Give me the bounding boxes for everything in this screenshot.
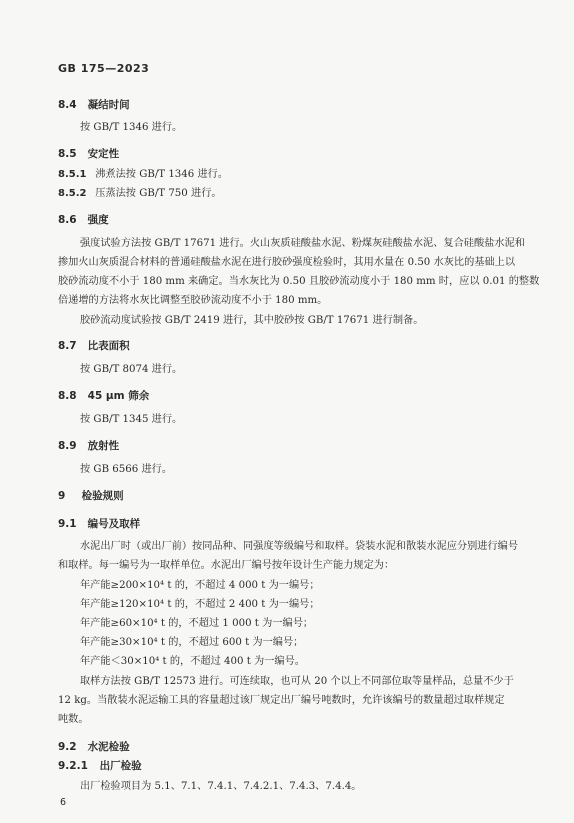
capacity-item: 年产能≥120×10⁴ t 的，不超过 2 400 t 为一编号； <box>80 599 320 610</box>
capacity-item: 年产能≥30×10⁴ t 的，不超过 600 t 为一编号； <box>80 637 304 648</box>
page-number: 6 <box>60 797 67 808</box>
standard-number: GB 175—2023 <box>58 62 150 75</box>
section-number: 9.2 <box>58 741 77 753</box>
paragraph-8-6-line: 倍递增的方法将水灰比调整至胶砂流动度不小于 180 mm。 <box>58 295 328 306</box>
paragraph-9-2-1: 出厂检验项目为 5.1、7.1、7.4.1、7.4.2.1、7.4.3、7.4.4。 <box>80 781 362 792</box>
section-title: 强度 <box>87 214 109 226</box>
heading-8-4 <box>58 97 130 112</box>
heading-9 <box>58 488 124 503</box>
heading-9-1 <box>58 516 140 531</box>
section-title: 放射性 <box>87 440 120 452</box>
section-title: 凝结时间 <box>87 99 130 111</box>
heading-8-5 <box>58 146 119 161</box>
paragraph-9-1-line: 和取样。每一编号为一取样单位。水泥出厂编号按年设计生产能力规定为： <box>58 560 395 571</box>
paragraph-8-8: 按 GB/T 1345 进行。 <box>80 414 183 425</box>
section-number: 8.9 <box>58 440 77 452</box>
heading-8-8 <box>58 388 149 403</box>
paragraph-8-4: 按 GB/T 1346 进行。 <box>80 122 183 133</box>
clause-8-5-1 <box>58 165 228 184</box>
section-number: 8.5 <box>58 148 77 160</box>
sampling-line: 吨数。 <box>58 714 89 725</box>
heading-8-7 <box>58 338 130 353</box>
capacity-item: 年产能≥60×10⁴ t 的，不超过 1 000 t 为一编号； <box>80 618 314 629</box>
heading-8-6 <box>58 212 109 227</box>
section-number: 9.2.1 <box>58 760 88 772</box>
paragraph-8-6-flow: 胶砂流动度试验按 GB/T 2419 进行，其中胶砂按 GB/T 17671 进行制备。 <box>80 315 424 326</box>
paragraph-8-6-line: 胶砂流动度不小于 180 mm 来确定。当水灰比为 0.50 且胶砂流动度小于 180 mm 时，应以 0.01 的整数 <box>58 276 540 287</box>
section-number: 9 <box>58 490 66 502</box>
capacity-item: 年产能≥200×10⁴ t 的，不超过 4 000 t 为一编号； <box>80 580 320 591</box>
section-title: 检验规则 <box>81 490 124 502</box>
heading-9-2 <box>58 739 130 754</box>
clause-8-5-2 <box>58 184 222 203</box>
sampling-line: 12 kg。当散装水泥运输工具的容量超过该厂规定出厂编号吨数时，允许该编号的数量超过取样规定 <box>58 695 505 706</box>
paragraph-8-6-line: 掺加火山灰质混合材料的普通硅酸盐水泥在进行胶砂强度检验时，其用水量在 0.50 水灰比的基础上以 <box>58 257 516 268</box>
section-number: 8.4 <box>58 99 77 111</box>
heading-8-9 <box>58 438 119 453</box>
section-number: 8.6 <box>58 214 77 226</box>
heading-9-2-1 <box>58 758 142 773</box>
section-number: 8.7 <box>58 340 77 352</box>
paragraph-9-1-line: 水泥出厂时（或出厂前）按同品种、同强度等级编号和取样。袋装水泥和散装水泥应分别进行编号 <box>80 541 519 552</box>
section-title: 编号及取样 <box>87 518 141 530</box>
paragraph-8-9: 按 GB 6566 进行。 <box>80 464 173 475</box>
sampling-line: 取样方法按 GB/T 12573 进行。可连续取，也可从 20 个以上不同部位取等量样品，总量不少于 <box>80 676 514 687</box>
section-title: 水泥检验 <box>87 741 130 753</box>
capacity-item: 年产能＜30×10⁴ t 的，不超过 400 t 为一编号。 <box>80 656 305 667</box>
section-title: 出厂检验 <box>99 760 142 772</box>
clause-number: 8.5.2 <box>58 188 87 199</box>
paragraph-8-7: 按 GB/T 8074 进行。 <box>80 364 183 375</box>
section-title: 比表面积 <box>87 340 130 352</box>
clause-text: 沸煮法按 GB/T 1346 进行。 <box>95 169 229 180</box>
clause-number: 8.5.1 <box>58 169 87 180</box>
section-title: 45 μm 筛余 <box>87 390 150 402</box>
paragraph-8-6-line: 强度试验方法按 GB/T 17671 进行。火山灰质硅酸盐水泥、粉煤灰硅酸盐水泥、复合硅酸盐水泥和 <box>80 238 525 249</box>
clause-text: 压蒸法按 GB/T 750 进行。 <box>95 188 222 199</box>
section-number: 9.1 <box>58 518 77 530</box>
section-number: 8.8 <box>58 390 77 402</box>
section-title: 安定性 <box>87 148 120 160</box>
